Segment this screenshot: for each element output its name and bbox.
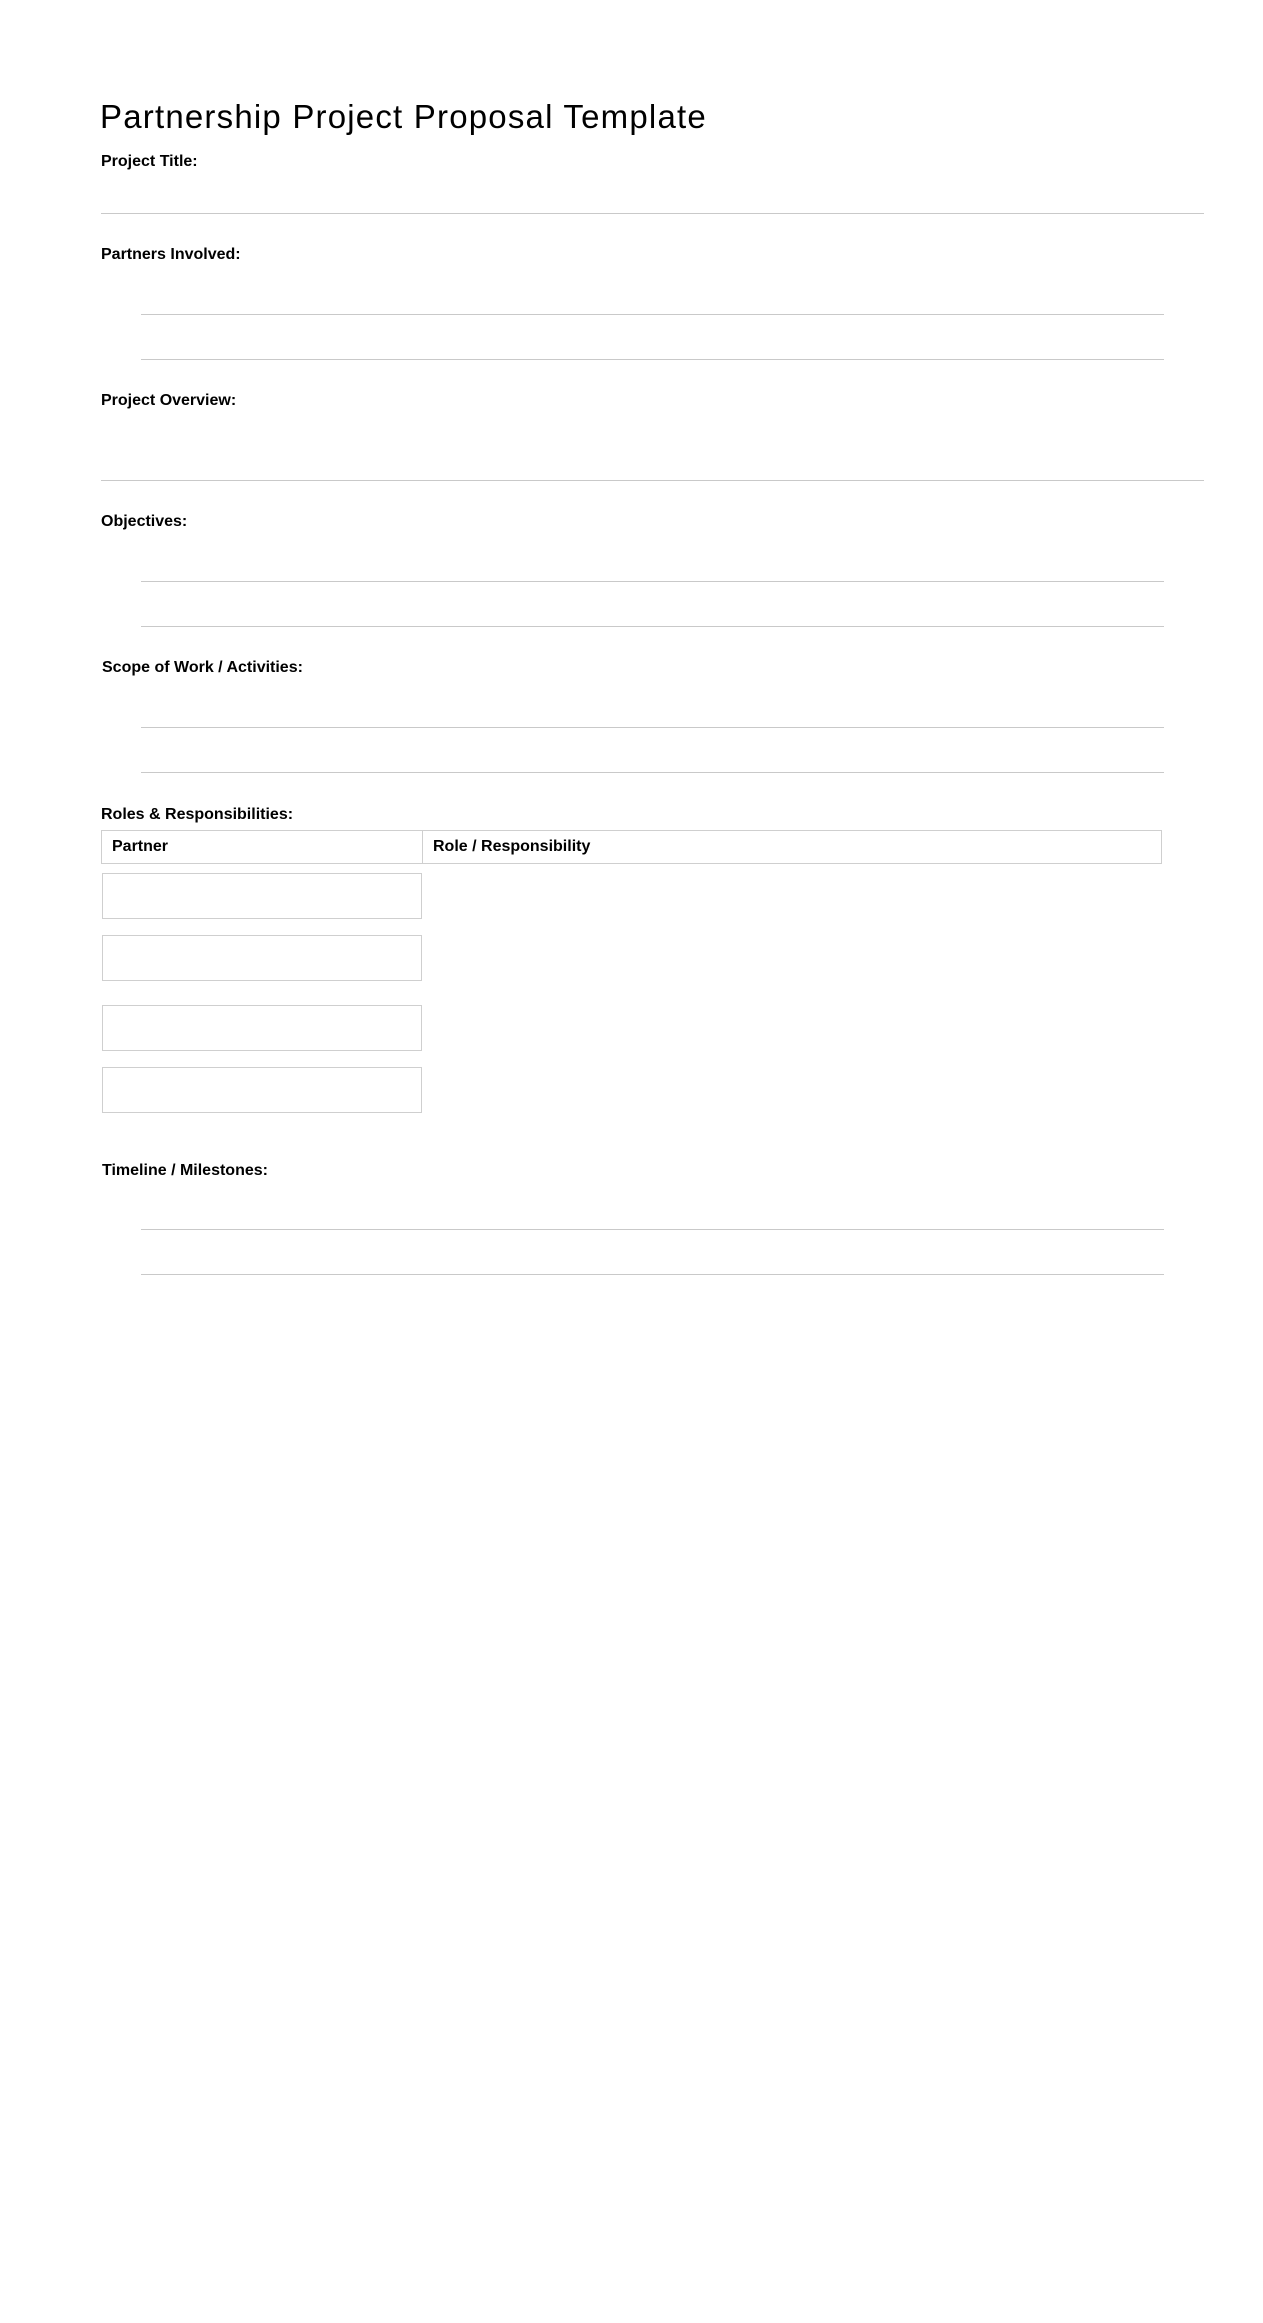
project-overview-label: Project Overview:	[101, 392, 237, 409]
partners-involved-label: Partners Involved:	[101, 246, 241, 263]
partners-involved-field-line-1[interactable]	[141, 314, 1164, 315]
partner-input-3[interactable]	[102, 1005, 422, 1051]
roles-table-header-partner: Partner	[102, 831, 423, 863]
partner-input-1[interactable]	[102, 873, 422, 919]
objectives-field-line-2[interactable]	[141, 626, 1164, 627]
document-title: Partnership Project Proposal Template	[100, 98, 707, 135]
roles-table-header-role: Role / Responsibility	[433, 838, 591, 855]
scope-of-work-label: Scope of Work / Activities:	[102, 659, 303, 676]
project-title-field-line[interactable]	[101, 213, 1204, 214]
partners-involved-field-line-2[interactable]	[141, 359, 1164, 360]
partner-input-4[interactable]	[102, 1067, 422, 1113]
roles-responsibilities-label: Roles & Responsibilities:	[101, 806, 294, 823]
timeline-milestones-label: Timeline / Milestones:	[102, 1162, 268, 1179]
project-title-label: Project Title:	[101, 153, 198, 170]
objectives-label: Objectives:	[101, 513, 188, 530]
timeline-field-line-1[interactable]	[141, 1229, 1164, 1230]
roles-table-header	[101, 830, 1162, 864]
partner-input-2[interactable]	[102, 935, 422, 981]
project-overview-field-line[interactable]	[101, 480, 1204, 481]
objectives-field-line-1[interactable]	[141, 581, 1164, 582]
scope-of-work-field-line-1[interactable]	[141, 727, 1164, 728]
timeline-field-line-2[interactable]	[141, 1274, 1164, 1275]
scope-of-work-field-line-2[interactable]	[141, 772, 1164, 773]
